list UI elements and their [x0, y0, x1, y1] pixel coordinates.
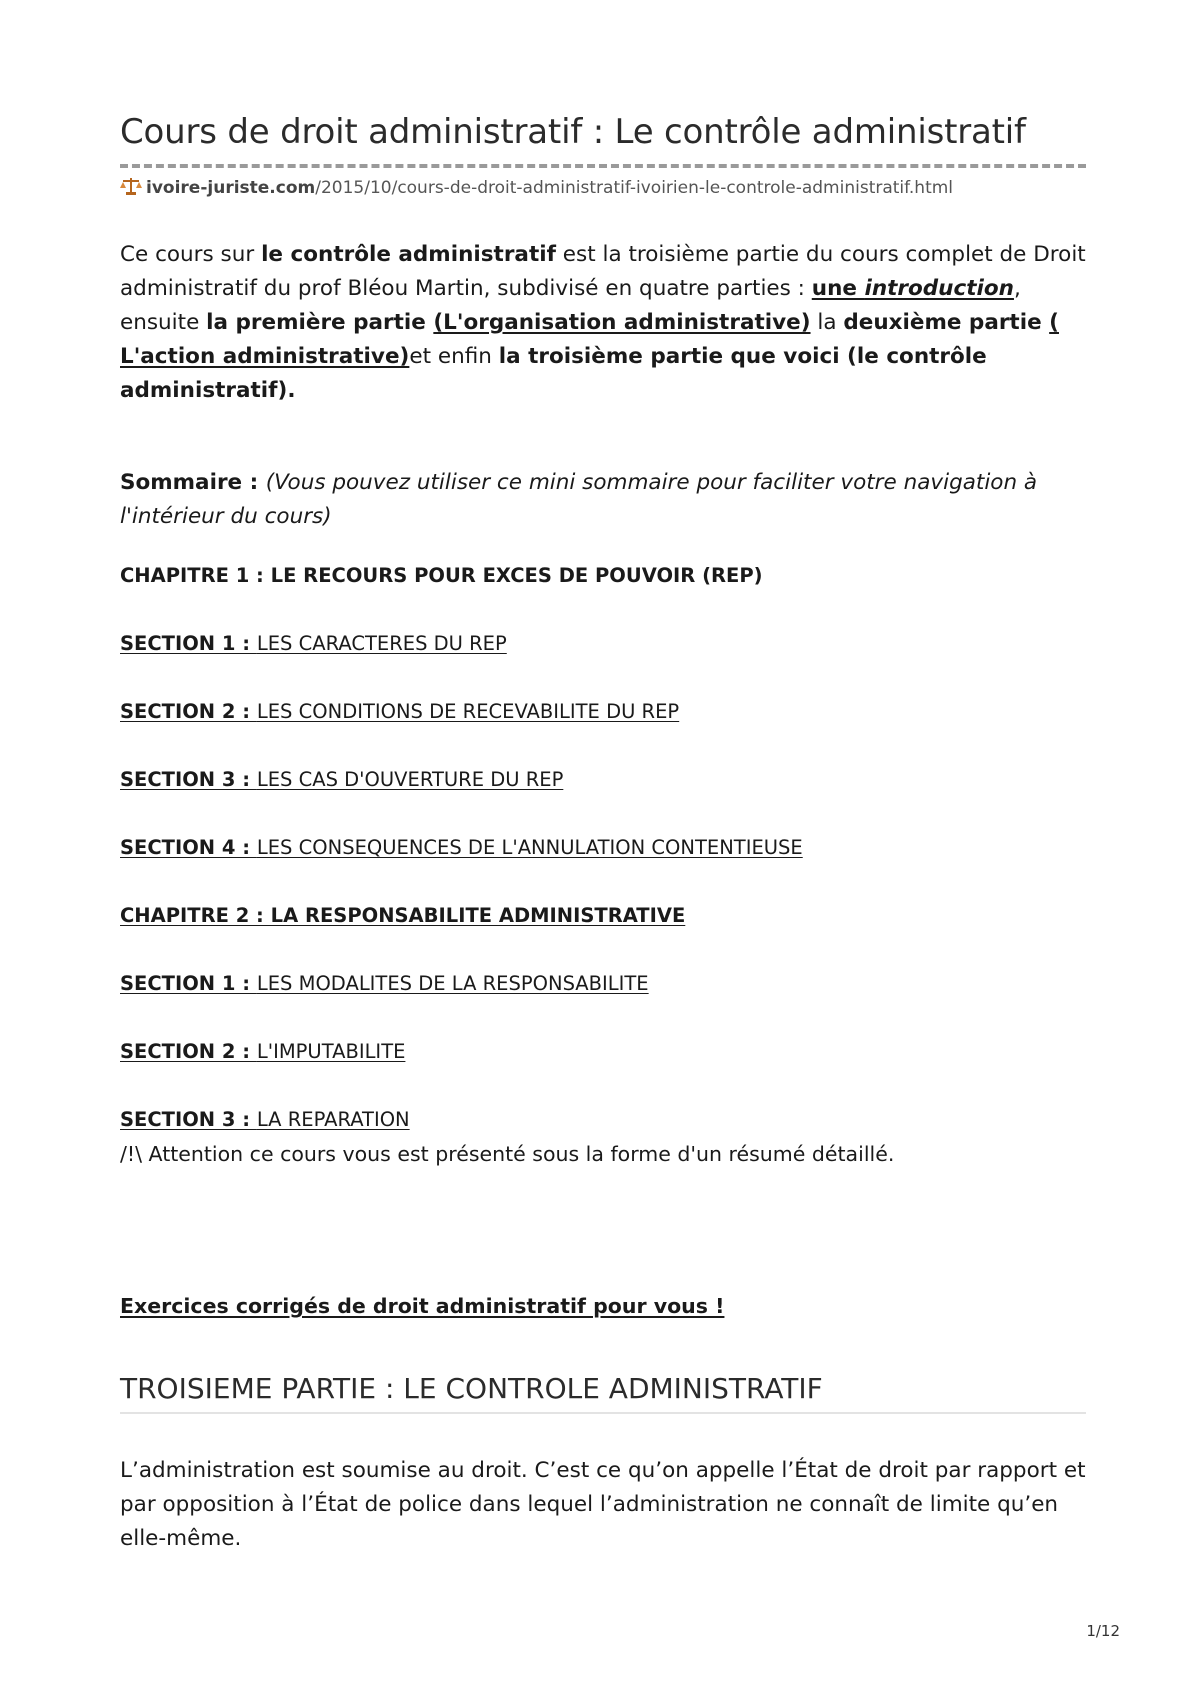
- toc-chapter-1-section-3[interactable]: SECTION 3 : LES CAS D'OUVERTURE DU REP: [120, 768, 564, 791]
- toc-chapter-2-section-3[interactable]: SECTION 3 : LA REPARATION: [120, 1108, 410, 1131]
- source-domain[interactable]: ivoire-juriste.com: [146, 178, 316, 198]
- intro-paragraph: Ce cours sur le contrôle administratif est la troisième partie du cours complet de Droit administratif du prof Bléou Martin, subdivisé en quatre parties : une introduction, ensuite la première partie (L'organisation administrative) la deuxième partie ( L'action administrative)et enfin la troisième partie que voici (le contrôle administratif).: [120, 242, 1086, 403]
- sommaire: Sommaire : (Vous pouvez utiliser ce mini sommaire pour faciliter votre navigation à l'intérieur du cours): [120, 470, 1038, 529]
- part-heading: TROISIEME PARTIE : LE CONTROLE ADMINISTRATIF: [120, 1372, 823, 1405]
- toc-chapter-1-section-1[interactable]: SECTION 1 : LES CARACTERES DU REP: [120, 632, 507, 655]
- warning-note: /!\ Attention ce cours vous est présenté sous la forme d'un résumé détaillé.: [120, 1142, 895, 1166]
- toc-chapter-2-section-1[interactable]: SECTION 1 : LES MODALITES DE LA RESPONSABILITE: [120, 972, 649, 995]
- toc-chapter-2-section-2[interactable]: SECTION 2 : L'IMPUTABILITE: [120, 1040, 406, 1063]
- page-title: Cours de droit administratif : Le contrôle administratif: [120, 112, 1026, 152]
- intro-link-action[interactable]: ( L'action administrative): [120, 310, 1059, 369]
- toc-chapter-1-section-4[interactable]: SECTION 4 : LES CONSEQUENCES DE L'ANNULATION CONTENTIEUSE: [120, 836, 803, 859]
- body-paragraph: L’administration est soumise au droit. C’est ce qu’on appelle l’État de droit par rapport et par opposition à l’État de police dans lequel l’administration ne connaît de limite qu’en elle-même.: [120, 1458, 1086, 1551]
- toc-chapter-1: CHAPITRE 1 : LE RECOURS POUR EXCES DE POUVOIR (REP): [120, 564, 763, 587]
- source-path[interactable]: /2015/10/cours-de-droit-administratif-ivoirien-le-controle-administratif.html: [315, 178, 954, 198]
- page-number: 1/12: [1086, 1622, 1120, 1640]
- source-url[interactable]: [120, 176, 953, 198]
- scales-of-justice-icon: [120, 176, 142, 196]
- toc-chapter-2[interactable]: CHAPITRE 2 : LA RESPONSABILITE ADMINISTRATIVE: [120, 904, 686, 927]
- part-heading-divider: [120, 1412, 1086, 1414]
- exercises-link[interactable]: Exercices corrigés de droit administratif pour vous !: [120, 1294, 725, 1318]
- intro-link-organisation[interactable]: (L'organisation administrative): [433, 310, 811, 335]
- toc-chapter-1-section-2[interactable]: SECTION 2 : LES CONDITIONS DE RECEVABILITE DU REP: [120, 700, 680, 723]
- title-divider: [120, 164, 1086, 168]
- intro-link-introduction[interactable]: une introduction: [811, 276, 1014, 301]
